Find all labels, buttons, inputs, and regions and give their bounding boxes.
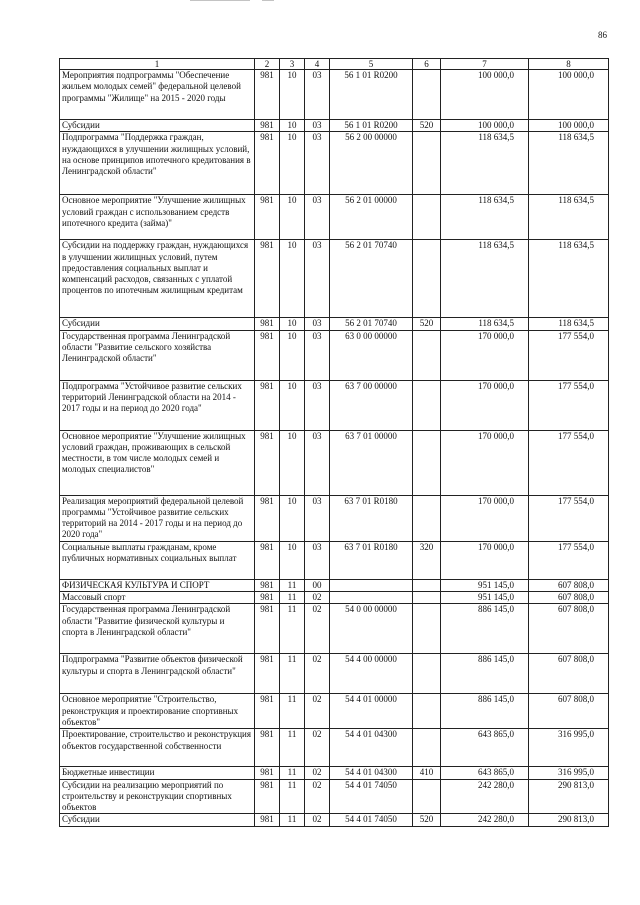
row-name-cell: Субсидии на реализацию мероприятий по строительству и реконструкции спортивных объектов (60, 779, 255, 814)
admin-code-cell: 981 (255, 694, 280, 729)
target-code-cell: 56 1 01 R0200 (330, 120, 413, 132)
subsection-code-cell: 03 (305, 195, 330, 240)
expense-code-cell: 320 (413, 541, 441, 579)
target-code-cell: 54 4 01 74050 (330, 814, 413, 826)
expense-code-cell (413, 654, 441, 694)
amount-cell-col8: 118 634,5 (529, 132, 609, 195)
target-code-cell: 56 2 01 00000 (330, 195, 413, 240)
amount-cell-col7: 118 634,5 (441, 318, 529, 330)
expense-code-cell: 520 (413, 120, 441, 132)
scan-artifact (262, 0, 274, 1)
table-row (60, 120, 609, 132)
expense-code-cell: 410 (413, 767, 441, 779)
row-name-cell: Реализация мероприятий федеральной целевой программы "Устойчивое развитие сельских территорий на 2014 - 2017 годы и на период до 2020 года" (60, 495, 255, 541)
amount-cell-col7: 242 280,0 (441, 814, 529, 826)
column-header: 5 (330, 59, 413, 70)
target-code-cell: 63 7 01 R0180 (330, 541, 413, 579)
amount-cell-col7: 118 634,5 (441, 195, 529, 240)
target-code-cell: 63 7 01 R0180 (330, 495, 413, 541)
amount-cell-col8: 316 995,0 (529, 729, 609, 767)
expense-code-cell (413, 779, 441, 814)
admin-code-cell: 981 (255, 195, 280, 240)
target-code-cell (330, 579, 413, 591)
target-code-cell: 54 4 01 74050 (330, 779, 413, 814)
table-row (60, 814, 609, 826)
target-code-cell: 54 4 01 00000 (330, 694, 413, 729)
table-row (60, 592, 609, 604)
table-row (60, 779, 609, 814)
amount-cell-col8: 177 554,0 (529, 495, 609, 541)
row-name-cell: Подпрограмма "Развитие объектов физической культуры и спорта в Ленинградской области" (60, 654, 255, 694)
amount-cell-col8: 100 000,0 (529, 120, 609, 132)
target-code-cell: 56 2 01 70740 (330, 318, 413, 330)
expense-code-cell (413, 380, 441, 430)
table-row (60, 654, 609, 694)
column-header: 3 (280, 59, 305, 70)
expense-code-cell (413, 430, 441, 495)
target-code-cell: 56 2 01 70740 (330, 240, 413, 318)
amount-cell-col7: 886 145,0 (441, 604, 529, 654)
target-code-cell: 63 7 00 00000 (330, 380, 413, 430)
amount-cell-col7: 886 145,0 (441, 654, 529, 694)
section-code-cell: 11 (280, 579, 305, 591)
column-header: 2 (255, 59, 280, 70)
section-code-cell: 11 (280, 604, 305, 654)
section-code-cell: 11 (280, 767, 305, 779)
amount-cell-col7: 643 865,0 (441, 767, 529, 779)
subsection-code-cell: 03 (305, 132, 330, 195)
expense-code-cell (413, 70, 441, 120)
row-name-cell: Массовый спорт (60, 592, 255, 604)
amount-cell-col8: 607 808,0 (529, 579, 609, 591)
table-row (60, 330, 609, 380)
amount-cell-col8: 177 554,0 (529, 330, 609, 380)
table-row (60, 240, 609, 318)
section-code-cell: 10 (280, 495, 305, 541)
admin-code-cell: 981 (255, 579, 280, 591)
column-header: 1 (60, 59, 255, 70)
expense-code-cell (413, 132, 441, 195)
table-row (60, 70, 609, 120)
amount-cell-col8: 118 634,5 (529, 240, 609, 318)
admin-code-cell: 981 (255, 240, 280, 318)
subsection-code-cell: 00 (305, 579, 330, 591)
section-code-cell: 10 (280, 132, 305, 195)
amount-cell-col7: 100 000,0 (441, 120, 529, 132)
row-name-cell: Государственная программа Ленинградской области "Развитие сельского хозяйства Ленинградской области" (60, 330, 255, 380)
row-name-cell: Основное мероприятие "Улучшение жилищных условий граждан, проживающих в сельской местности, в том числе молодых семей и молодых специалистов" (60, 430, 255, 495)
table-header-row (60, 59, 609, 70)
subsection-code-cell: 03 (305, 430, 330, 495)
table-row (60, 767, 609, 779)
subsection-code-cell: 03 (305, 318, 330, 330)
admin-code-cell: 981 (255, 767, 280, 779)
table-row (60, 380, 609, 430)
section-code-cell: 10 (280, 541, 305, 579)
amount-cell-col7: 170 000,0 (441, 330, 529, 380)
row-name-cell: Субсидии (60, 318, 255, 330)
section-code-cell: 11 (280, 814, 305, 826)
row-name-cell: Субсидии на поддержку граждан, нуждающихся в улучшении жилищных условий, путем предоставления социальных выплат и компенсаций расходов, связанных с уплатой процентов по ипотечным жилищным кредитам (60, 240, 255, 318)
subsection-code-cell: 02 (305, 814, 330, 826)
subsection-code-cell: 02 (305, 592, 330, 604)
amount-cell-col7: 170 000,0 (441, 495, 529, 541)
amount-cell-col8: 316 995,0 (529, 767, 609, 779)
amount-cell-col8: 100 000,0 (529, 70, 609, 120)
target-code-cell: 54 4 00 00000 (330, 654, 413, 694)
row-name-cell: Основное мероприятие "Строительство, реконструкция и проектирование спортивных объектов" (60, 694, 255, 729)
amount-cell-col8: 607 808,0 (529, 654, 609, 694)
row-name-cell: Субсидии (60, 120, 255, 132)
admin-code-cell: 981 (255, 654, 280, 694)
subsection-code-cell: 03 (305, 380, 330, 430)
column-header: 7 (441, 59, 529, 70)
subsection-code-cell: 03 (305, 495, 330, 541)
expense-code-cell (413, 330, 441, 380)
subsection-code-cell: 03 (305, 70, 330, 120)
table-row (60, 132, 609, 195)
amount-cell-col7: 242 280,0 (441, 779, 529, 814)
table-row (60, 495, 609, 541)
admin-code-cell: 981 (255, 541, 280, 579)
admin-code-cell: 981 (255, 430, 280, 495)
amount-cell-col8: 607 808,0 (529, 592, 609, 604)
amount-cell-col8: 118 634,5 (529, 318, 609, 330)
amount-cell-col8: 177 554,0 (529, 380, 609, 430)
subsection-code-cell: 03 (305, 240, 330, 318)
page-number: 86 (598, 30, 607, 40)
expense-code-cell (413, 495, 441, 541)
amount-cell-col7: 951 145,0 (441, 592, 529, 604)
amount-cell-col7: 170 000,0 (441, 541, 529, 579)
row-name-cell: Бюджетные инвестиции (60, 767, 255, 779)
amount-cell-col7: 100 000,0 (441, 70, 529, 120)
section-code-cell: 11 (280, 729, 305, 767)
table-row (60, 579, 609, 591)
section-code-cell: 10 (280, 240, 305, 318)
column-header: 6 (413, 59, 441, 70)
amount-cell-col7: 951 145,0 (441, 579, 529, 591)
admin-code-cell: 981 (255, 729, 280, 767)
amount-cell-col7: 170 000,0 (441, 430, 529, 495)
target-code-cell: 54 4 01 04300 (330, 767, 413, 779)
admin-code-cell: 981 (255, 380, 280, 430)
admin-code-cell: 981 (255, 592, 280, 604)
row-name-cell: Мероприятия подпрограммы "Обеспечение жильем молодых семей" федеральной целевой программы "Жилище" на 2015 - 2020 годы (60, 70, 255, 120)
admin-code-cell: 981 (255, 120, 280, 132)
amount-cell-col7: 886 145,0 (441, 694, 529, 729)
table-row (60, 729, 609, 767)
row-name-cell: Социальные выплаты гражданам, кроме публичных нормативных социальных выплат (60, 541, 255, 579)
amount-cell-col7: 170 000,0 (441, 380, 529, 430)
expense-code-cell (413, 729, 441, 767)
table-row (60, 604, 609, 654)
amount-cell-col8: 290 813,0 (529, 779, 609, 814)
section-code-cell: 11 (280, 654, 305, 694)
target-code-cell: 56 1 01 R0200 (330, 70, 413, 120)
amount-cell-col8: 177 554,0 (529, 430, 609, 495)
admin-code-cell: 981 (255, 70, 280, 120)
amount-cell-col7: 118 634,5 (441, 240, 529, 318)
target-code-cell: 63 7 01 00000 (330, 430, 413, 495)
amount-cell-col8: 290 813,0 (529, 814, 609, 826)
table-row (60, 541, 609, 579)
expense-code-cell (413, 604, 441, 654)
row-name-cell: Субсидии (60, 814, 255, 826)
target-code-cell (330, 592, 413, 604)
section-code-cell: 10 (280, 330, 305, 380)
target-code-cell: 54 4 01 04300 (330, 729, 413, 767)
admin-code-cell: 981 (255, 132, 280, 195)
table-row (60, 318, 609, 330)
subsection-code-cell: 03 (305, 330, 330, 380)
amount-cell-col8: 118 634,5 (529, 195, 609, 240)
admin-code-cell: 981 (255, 814, 280, 826)
section-code-cell: 11 (280, 779, 305, 814)
section-code-cell: 10 (280, 195, 305, 240)
expense-code-cell (413, 579, 441, 591)
expense-code-cell: 520 (413, 814, 441, 826)
amount-cell-col8: 607 808,0 (529, 604, 609, 654)
section-code-cell: 10 (280, 120, 305, 132)
table-row (60, 430, 609, 495)
subsection-code-cell: 03 (305, 120, 330, 132)
section-code-cell: 10 (280, 380, 305, 430)
row-name-cell: ФИЗИЧЕСКАЯ КУЛЬТУРА И СПОРТ (60, 579, 255, 591)
section-code-cell: 11 (280, 694, 305, 729)
amount-cell-col8: 607 808,0 (529, 694, 609, 729)
admin-code-cell: 981 (255, 495, 280, 541)
amount-cell-col7: 643 865,0 (441, 729, 529, 767)
expense-code-cell (413, 592, 441, 604)
expense-code-cell: 520 (413, 318, 441, 330)
target-code-cell: 54 0 00 00000 (330, 604, 413, 654)
amount-cell-col7: 118 634,5 (441, 132, 529, 195)
table-row (60, 195, 609, 240)
subsection-code-cell: 02 (305, 654, 330, 694)
admin-code-cell: 981 (255, 779, 280, 814)
expense-code-cell (413, 195, 441, 240)
subsection-code-cell: 02 (305, 604, 330, 654)
amount-cell-col8: 177 554,0 (529, 541, 609, 579)
subsection-code-cell: 02 (305, 694, 330, 729)
subsection-code-cell: 02 (305, 779, 330, 814)
section-code-cell: 10 (280, 318, 305, 330)
column-header: 8 (529, 59, 609, 70)
row-name-cell: Основное мероприятие "Улучшение жилищных условий граждан с использованием средств ипотечного кредита (займа)" (60, 195, 255, 240)
admin-code-cell: 981 (255, 330, 280, 380)
row-name-cell: Проектирование, строительство и реконструкция объектов государственной собственности (60, 729, 255, 767)
admin-code-cell: 981 (255, 318, 280, 330)
expense-code-cell (413, 694, 441, 729)
section-code-cell: 10 (280, 430, 305, 495)
row-name-cell: Государственная программа Ленинградской области "Развитие физической культуры и спорта в Ленинградской области" (60, 604, 255, 654)
subsection-code-cell: 02 (305, 729, 330, 767)
row-name-cell: Подпрограмма "Устойчивое развитие сельских территорий Ленинградской области на 2014 - 2017 годы и на период до 2020 года" (60, 380, 255, 430)
column-header: 4 (305, 59, 330, 70)
section-code-cell: 11 (280, 592, 305, 604)
target-code-cell: 63 0 00 00000 (330, 330, 413, 380)
subsection-code-cell: 03 (305, 541, 330, 579)
row-name-cell: Подпрограмма "Поддержка граждан, нуждающихся в улучшении жилищных условий, на основе принципов ипотечного кредитования в Ленинградской области" (60, 132, 255, 195)
section-code-cell: 10 (280, 70, 305, 120)
expense-code-cell (413, 240, 441, 318)
subsection-code-cell: 02 (305, 767, 330, 779)
budget-table (59, 58, 609, 827)
table-row (60, 694, 609, 729)
scan-artifact (190, 0, 250, 1)
target-code-cell: 56 2 00 00000 (330, 132, 413, 195)
admin-code-cell: 981 (255, 604, 280, 654)
